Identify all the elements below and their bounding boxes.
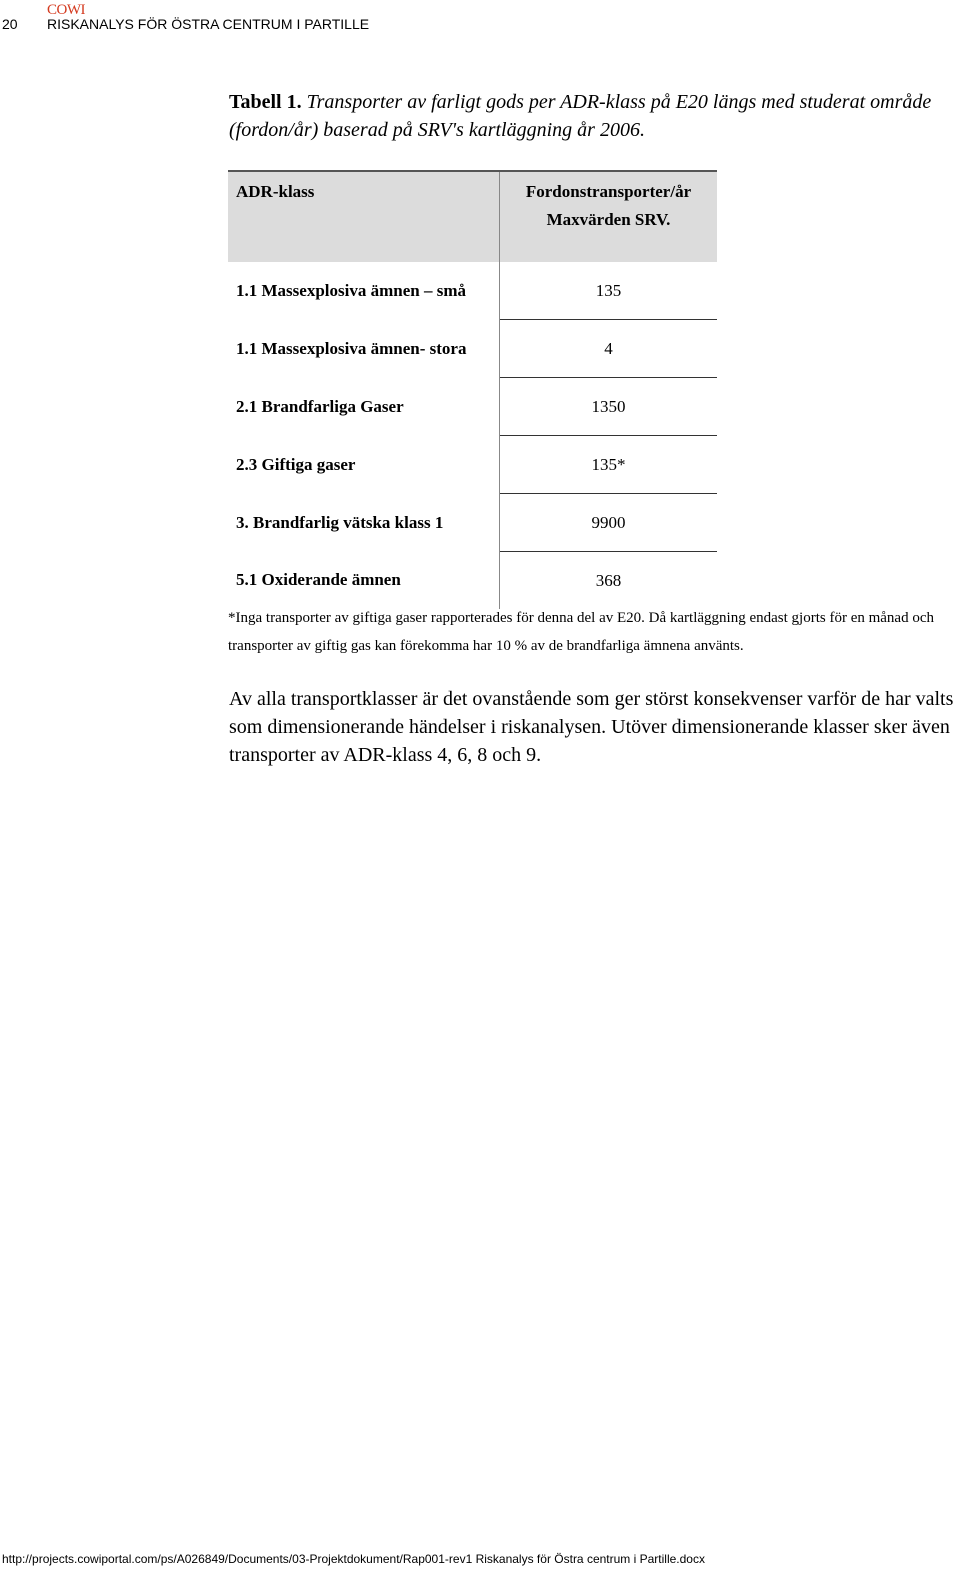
row-class-name: 2.1 Brandfarliga Gaser — [228, 378, 500, 436]
row-class-name: 2.3 Giftiga gaser — [228, 436, 500, 494]
table-footnote: *Inga transporter av giftiga gaser rapporterades för denna del av E20. Då kartläggning endast gjorts för en månad och transporter av giftig gas kan förekomma har 10 % av de brandfarliga ämnena använts. — [228, 610, 934, 654]
cowi-logo: COWI — [47, 2, 85, 18]
row-class-name: 1.1 Massexplosiva ämnen- stora — [228, 320, 500, 378]
header-transports — [500, 171, 718, 262]
table-row — [228, 320, 717, 378]
table-row — [228, 552, 717, 610]
row-value: 1350 — [500, 378, 718, 436]
table-row — [228, 262, 717, 320]
row-class-name: 3. Brandfarlig vätska klass 1 — [228, 494, 500, 552]
table-row — [228, 378, 717, 436]
table-caption — [229, 88, 949, 144]
caption-label: Tabell 1. — [229, 91, 302, 113]
header-title: RISKANALYS FÖR ÖSTRA CENTRUM I PARTILLE — [47, 16, 370, 32]
row-value: 4 — [500, 320, 718, 378]
row-class-name: 5.1 Oxiderande ämnen — [228, 552, 500, 610]
row-value: 368 — [595, 570, 622, 590]
table-row — [228, 436, 717, 494]
row-value: 9900 — [500, 494, 718, 552]
row-class-name: 1.1 Massexplosiva ämnen – små — [228, 262, 500, 320]
header-transports-line1: Fordonstransporter/år — [525, 182, 692, 201]
table-row — [228, 494, 717, 552]
header-adr-class: ADR-klass — [228, 171, 500, 262]
row-value: 135 — [500, 262, 718, 320]
header-transports-line2: Maxvärden SRV. — [546, 210, 671, 229]
footer-document-path: http://projects.cowiportal.com/ps/A026849/Documents/03-Projektdokument/Rap001-rev1 Riskanalys för Östra centrum i Partille.docx — [2, 1552, 705, 1566]
adr-table — [228, 170, 717, 609]
body-paragraph: Av alla transportklasser är det ovanstående som ger störst konsekvenser varför de har valts som dimensionerande händelser i riskanalysen. Utöver dimensionerande klasser sker även transporter av ADR-klass 4, 6, 8 och 9. — [229, 688, 954, 766]
caption-text: Transporter av farligt gods per ADR-klass på E20 längs med studerat område (fordon/år) baserad på SRV's kartläggning år 2006. — [229, 91, 932, 141]
table-header-row — [228, 171, 717, 262]
page-number: 20 — [2, 16, 18, 32]
row-value: 135* — [500, 436, 718, 494]
